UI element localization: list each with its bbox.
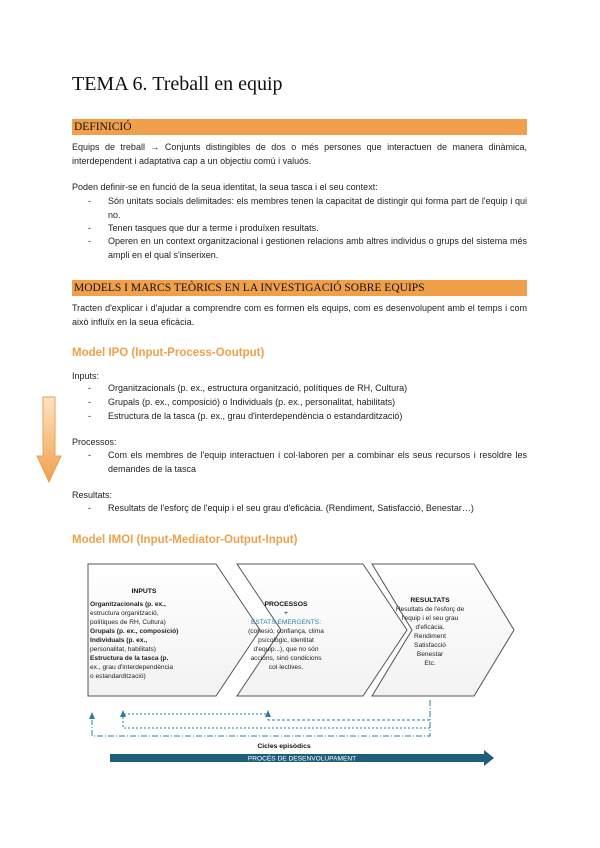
process-bar-label: PROCÉS DE DESENVOLUPAMENT [247, 755, 357, 763]
processos-line: accions, sinó condicions [250, 655, 322, 662]
model-ipo-title: Model IPO (Input-Process-Ooutput) [72, 347, 265, 359]
bullet-text: Com els membres de l'equip interactuen i col·laboren per a combinar els seus recursos i resoldre les demandes de la tasca [108, 450, 527, 474]
bullet-dash: - [88, 450, 91, 460]
feedback-loop-outer [92, 700, 430, 736]
resultats-line: Resultats de l'esforç de [395, 606, 465, 613]
estats-emergents-label: ESTATS EMERGENTS: [250, 619, 322, 626]
inputs-line: o estandardització) [90, 673, 146, 680]
bullet-dash: - [88, 196, 91, 206]
inputs-line: estructura organització, [90, 610, 159, 617]
definicio-intro: Poden definir-se en funció de la seua identitat, la seua tasca i el seu context: [72, 182, 378, 192]
definicio-bullet [88, 235, 527, 262]
arrowhead-up-icon [89, 712, 95, 719]
imoi-diagram [80, 560, 520, 772]
feedback-loops [92, 700, 430, 736]
processos-plus: + [284, 610, 288, 617]
ipo-result-item [88, 502, 527, 516]
resultats-line: Etc. [424, 660, 436, 667]
ipo-resultats-label: Resultats: [72, 490, 113, 500]
definicio-bullet [88, 195, 527, 222]
processos-line: d'equip...), que no són [253, 646, 319, 653]
inputs-line: polítiques de RH, Cultura) [90, 619, 166, 626]
feedback-loop-small [123, 714, 268, 717]
bullet-text: Són unitats socials delimitades: els membres tenen la capacitat de distingir qui forma part de l'equip i qui no. [108, 196, 527, 220]
definicio-paragraph: Equips de treball → Conjunts distingibles de dos o més persones que interactuen de manera dinàmica, interdependent i adaptativa cap a un objectiu comú i valuós. [72, 142, 527, 166]
bullet-dash: - [88, 411, 91, 421]
cicles-episodics-label: Cicles episòdics [257, 743, 311, 750]
model-imoi-title: Model IMOI (Input-Mediator-Output-Input) [72, 534, 298, 546]
bullet-dash: - [88, 383, 91, 393]
inputs-line: Grupals (p. ex., composició) [90, 628, 179, 635]
resultats-line: Rendiment [414, 633, 446, 640]
processos-line: psicològic, identitat [258, 637, 314, 644]
ipo-input-item [88, 396, 527, 410]
bullet-text: Estructura de la tasca (p. ex., grau d'interdependència o estandardització) [108, 411, 403, 421]
bullet-text: Tenen tasques que dur a terme i produïxen resultats. [108, 223, 319, 233]
bullet-dash: - [88, 503, 91, 513]
inputs-line: Organitzacionals (p. ex., [90, 601, 166, 608]
ipo-input-item [88, 382, 527, 396]
bullet-text: Resultats de l'esforç de l'equip i el seu grau d'eficàcia. (Rendiment, Satisfacció, Benestar…) [108, 503, 474, 513]
resultats-line: l'equip i el seu grau [401, 615, 459, 622]
inputs-line: Estructura de la tasca (p. [90, 655, 169, 662]
inputs-line: personalitat, habilitats) [90, 646, 156, 653]
models-paragraph: Tracten d'explicar i d'ajudar a comprendre com es formen els equips, com es desenvolupent amb el temps i com això influïx en la seua eficàcia. [72, 303, 527, 327]
section-heading-models: MODELS I MARCS TEÒRICS EN LA INVESTIGACIÓ SOBRE EQUIPS [72, 280, 527, 296]
page-title: TEMA 6. Treball en equip [72, 73, 283, 95]
ipo-inputs-label: Inputs: [72, 371, 100, 381]
processos-line: (cohesió, confiança, clima [248, 628, 324, 635]
resultats-line: Benestar [416, 651, 444, 658]
bullet-dash: - [88, 236, 91, 246]
processos-line: col·lectives. [268, 664, 304, 671]
bullet-dash: - [88, 397, 91, 407]
ipo-input-item [88, 410, 527, 424]
inputs-line: Individuals (p. ex., [90, 637, 148, 644]
inputs-heading: INPUTS [131, 588, 157, 595]
bullet-text: Organitzacionals (p. ex., estructura organització, polítiques de RH, Cultura) [108, 383, 408, 393]
resultats-line: Satisfacció [414, 642, 446, 649]
ipo-processos-label: Processos: [72, 437, 117, 447]
inputs-line: ex., grau d'interdependència [90, 664, 174, 671]
ipo-process-item [88, 449, 527, 476]
section-heading-definicio: DEFINICIÓ [72, 119, 527, 135]
down-arrow-icon [36, 396, 62, 484]
resultats-line: d'eficàcia. [415, 624, 445, 631]
bullet-text: Grupals (p. ex., composició) o Individuals (p. ex., personalitat, habilitats) [108, 397, 396, 407]
resultats-heading: RESULTATS [410, 597, 450, 604]
bullet-text: Operen en un context organitzacional i gestionen relacions amb altres individus o grups del sistema més ampli en el qual s'inserixen. [108, 236, 527, 260]
feedback-loop-middle [123, 717, 430, 728]
processos-heading: PROCESSOS [264, 601, 308, 608]
bullet-dash: - [88, 223, 91, 233]
definicio-bullet [88, 222, 527, 236]
feedback-loop-inner [268, 717, 430, 720]
